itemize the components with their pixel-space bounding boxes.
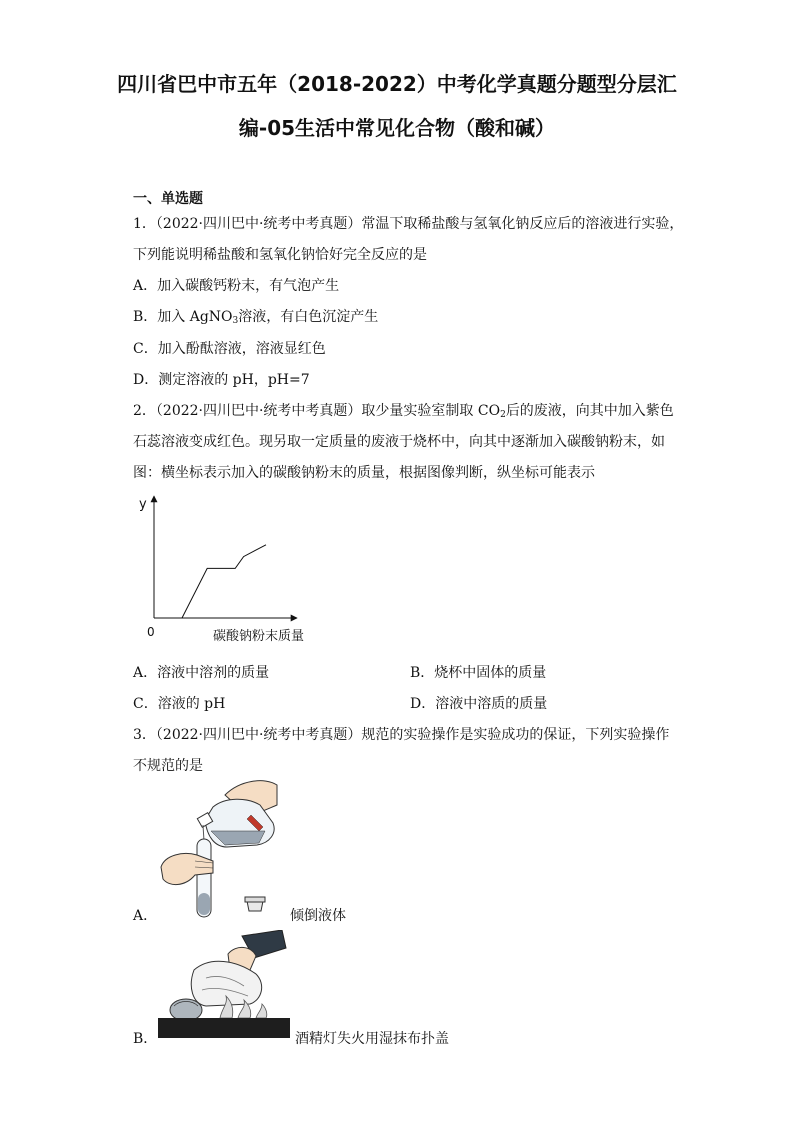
q3-stem-line-2: 不规范的是	[133, 758, 203, 774]
q1-option-b	[133, 306, 378, 326]
chart-origin-label: 0	[147, 625, 155, 639]
chart-series-line	[182, 545, 266, 618]
q1-stem-line-2: 下列能说明稀盐酸和氢氧化钠恰好完全反应的是	[133, 247, 427, 263]
q2-stem-sub: 2	[500, 410, 506, 420]
q1-option-b-sub: 3	[232, 316, 239, 326]
q3-option-b-caption: 酒精灯失火用湿抹布扑盖	[295, 1031, 449, 1047]
q2-option-b: B．烧杯中固体的质量	[410, 665, 547, 681]
q1-option-b-post: 溶液，有白色沉淀产生	[238, 309, 379, 325]
doc-title-line-1: 四川省巴中市五年（2018-2022）中考化学真题分题型分层汇	[117, 72, 677, 96]
q2-option-d: D．溶液中溶质的质量	[410, 696, 548, 712]
chart-x-label: 碳酸钠粉末质量	[213, 629, 305, 644]
q2-option-c: C．溶液的 pH	[133, 696, 226, 712]
section-heading: 一、单选题	[133, 191, 203, 207]
q2-option-a: A．溶液中溶剂的质量	[133, 665, 270, 681]
q1-option-d: D．测定溶液的 pH，pH=7	[133, 372, 310, 388]
alcohol-lamp-fire-illustration	[158, 930, 293, 1040]
q3-stem-line-1: 3．（2022·四川巴中·统考中考真题）规范的实验操作是实验成功的保证，下列实验操作	[133, 727, 670, 743]
q2-stem-line-3: 图：横坐标表示加入的碳酸钠粉末的质量，根据图像判断，纵坐标可能表示	[133, 465, 595, 481]
q1-option-b-pre: B．加入 AgNO	[133, 309, 233, 325]
chart-y-label: y	[139, 497, 147, 512]
q2-stem-pre: 2．（2022·四川巴中·统考中考真题）取少量实验室制取 CO	[133, 403, 501, 419]
q2-stem-line-1	[133, 400, 674, 420]
q1-stem-line-1: 1．（2022·四川巴中·统考中考真题）常温下取稀盐酸与氢氧化钠反应后的溶液进行实验，	[133, 216, 684, 232]
q2-stem-post: 后的废液，向其中加入紫色	[505, 403, 674, 419]
q2-stem-line-2: 石蕊溶液变成红色。现另取一定质量的废液于烧杯中，向其中逐渐加入碳酸钠粉末，如	[133, 434, 665, 450]
pouring-liquid-illustration	[155, 775, 285, 925]
q3-option-b-label: B．	[133, 1031, 158, 1047]
doc-title-line-2: 编-05生活中常见化合物（酸和碱）	[238, 116, 556, 140]
q1-option-a: A．加入碳酸钙粉末，有气泡产生	[133, 278, 340, 294]
q2-line-chart	[125, 488, 345, 653]
q1-option-c: C．加入酚酞溶液，溶液显红色	[133, 341, 326, 357]
q3-option-a-label: A．	[133, 908, 158, 924]
q3-option-a-caption: 倾倒液体	[290, 908, 346, 924]
